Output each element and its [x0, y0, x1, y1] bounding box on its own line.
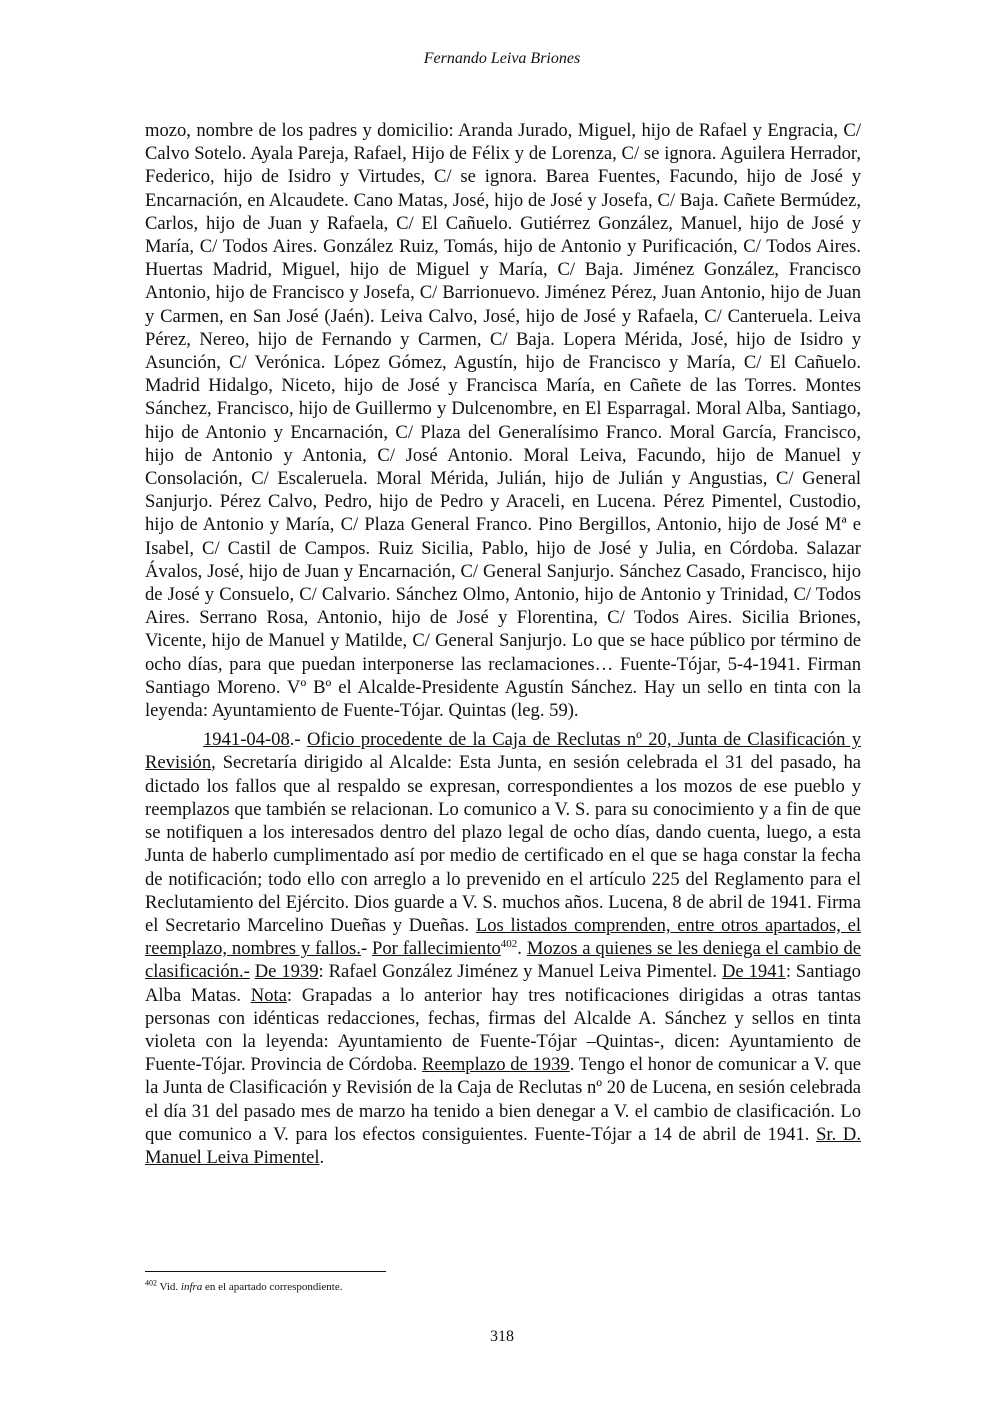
entry-title: Oficio procedente de la Caja de Reclutas nº 20, Junta de Clasificación y Revisión	[145, 729, 861, 774]
nota-heading: Nota	[250, 984, 287, 1006]
year-1941-heading: De 1941	[722, 961, 786, 983]
separator: .	[319, 1146, 325, 1168]
mozos-heading: Mozos a quienes se les deniega el cambio de clasificación.-	[145, 938, 862, 983]
footnote	[145, 1280, 861, 1295]
footnote-reference[interactable]: 402	[500, 937, 518, 950]
reemplazo-heading: Reemplazo de 1939	[421, 1054, 570, 1076]
body-text: . Tengo el honor de comunicar a V. que la Junta de Clasificación y Revisión de la Caja de Reclutas nº 20 de Lucena, en sesión celebrada el día 31 del pasado mes de marzo ha tenido a bien denegar a V. el cambio de clasificación. Lo que comunico a V. para los efectos consiguientes. Fuente-Tójar a 14 de abril de 1941.	[145, 1054, 861, 1145]
body-text: : Rafael González Jiménez y Manuel Leiva Pimentel.	[318, 961, 722, 983]
running-header: Fernando Leiva Briones	[423, 50, 581, 67]
listados-note: Los listados comprenden, entre otros apartados, el reemplazo, nombres y fallos.	[145, 914, 861, 960]
main-text	[145, 119, 861, 1169]
fallecimiento-heading: Por fallecimiento	[372, 938, 501, 960]
separator: .	[517, 938, 527, 960]
body-text: : Santiago Alba Matas.	[145, 961, 861, 1006]
footnote-divider	[145, 1271, 386, 1272]
separator: .-	[289, 729, 307, 751]
paragraph-conscript-list: mozo, nombre de los padres y domicilio: Aranda Jurado, Miguel, hijo de Rafael y Engracia, C/ Calvo Sotelo. Ayala Pareja, Rafael, Hijo de Félix y de Lorenza, C/ se ignora. Aguilera Herrador, Federico, hijo de Isidro y Virtudes, C/ se ignora. Barea Fuentes, Facundo, hijo de José y Encarnación, en Alcaudete. Cano Matas, José, hijo de José y Josefa, C/ Baja. Cañete Bermúdez, Carlos, hijo de Juan y Rafaela, C/ El Cañuelo. Gutiérrez González, Manuel, hijo de José y María, C/ Todos Aires. González Ruiz, Tomás, hijo de Antonio y Purificación, C/ Todos Aires. Huertas Madrid, Miguel, hijo de Miguel y María, C/ Baja. Jiménez González, Francisco Antonio, hijo de Francisco y Josefa, C/ Barrionuevo. Jiménez Pérez, Juan Antonio, hijo de Juan y Carmen, en San José (Jaén). Leiva Calvo, José, hijo de José y Rafaela, C/ Canteruela. Leiva Pérez, Nereo, hijo de Fernando y Carmen, C/ Baja. Lopera Mérida, José, hijo de Isidro y Asunción, C/ Verónica. López Gómez, Agustín, hijo de Francisco y María, C/ El Cañuelo. Madrid Hidalgo, Niceto, hijo de José y Francisca María, en Cañete de las Torres. Montes Sánchez, Francisco, hijo de Guillermo y Dulcenombre, en El Esparragal. Moral Alba, Santiago, hijo de Antonio y Encarnación, C/ Plaza del Generalísimo Franco. Moral García, Francisco, hijo de Antonio y Antonia, C/ José Antonio. Moral Leiva, Facundo, hijo de Manuel y Consolación, C/ Escaleruela. Moral Mérida, Julián, hijo de Julián y Angustias, C/ General Sanjurjo. Pérez Calvo, Pedro, hijo de Pedro y Araceli, en Lucena. Pérez Pimentel, Custodio, hijo de Antonio y María, C/ Plaza General Franco. Pino Bergillos, Antonio, hijo de José Mª e Isabel, C/ Castil de Campos. Ruiz Sicilia, Pablo, hijo de José y Julia, en Córdoba. Salazar Ávalos, José, hijo de Juan y Encarnación, C/ General Sanjurjo. Sánchez Casado, Francisco, hijo de José y Consuelo, C/ Calvario. Sánchez Olmo, Antonio, hijo de Antonio y Trinidad, C/ Todos Aires. Serrano Rosa, Antonio, hijo de José y Florentina, C/ Todos Aires. Sicilia Briones, Vicente, hijo de Manuel y Matilde, C/ General Sanjurjo. Lo que se hace público por término de ocho días, para que puedan interponerse las reclamaciones… Fuente-Tójar, 5-4-1941. Firman Santiago Moreno. Vº Bº el Alcalde-Presidente Agustín Sánchez. Hay un sello en tinta con la leyenda: Ayuntamiento de Fuente-Tójar. Quintas (leg. 59).	[145, 120, 861, 722]
paragraph-official-letter	[145, 728, 861, 1169]
body-text: , Secretaría dirigido al Alcalde: Esta Junta, en sesión celebrada el 31 del pasado, ha dictado los fallos que al respaldo se expresan, correspondientes a los mozos de ese pueblo y reemplazos que también se relacionan. Lo comunico a V. S. para su conocimiento y a fin de que se notifiquen a los interesados dentro del plazo legal de ocho días, dando cuenta, luego, a esta Junta de haberlo cumplimentado así por medio de certificado en el que se haga constar la fecha de notificación; todo ello con arreglo a lo prevenido en el artículo 225 del Reglamento para el Reclutamiento del Ejército. Dios guarde a V. S. muchos años. Lucena, 8 de abril de 1941. Firma el Secretario Marcelino Dueñas y Dueñas.	[145, 752, 861, 936]
footnote-number: 402	[145, 1278, 157, 1288]
footnote-text: Vid.	[157, 1281, 181, 1293]
footnote-italic: infra	[180, 1281, 203, 1293]
entry-date: 1941-04-08	[203, 729, 290, 751]
page-number: 318	[490, 1328, 514, 1345]
separator: -	[360, 938, 373, 960]
body-text: : Grapadas a lo anterior hay tres notificaciones dirigidas a otras tantas personas con idénticas redacciones, fechas, firmas del Alcalde A. Sánchez y sellos en tinta violeta con la leyenda: Ayuntamiento de Fuente-Tójar –Quintas-, dicen: Ayuntamiento de Fuente-Tójar. Provincia de Córdoba.	[145, 984, 862, 1076]
addressee: Sr. D. Manuel Leiva Pimentel	[145, 1123, 861, 1168]
year-1939-heading: De 1939	[254, 961, 319, 983]
footnote-text: en el apartado correspondiente.	[202, 1281, 343, 1293]
